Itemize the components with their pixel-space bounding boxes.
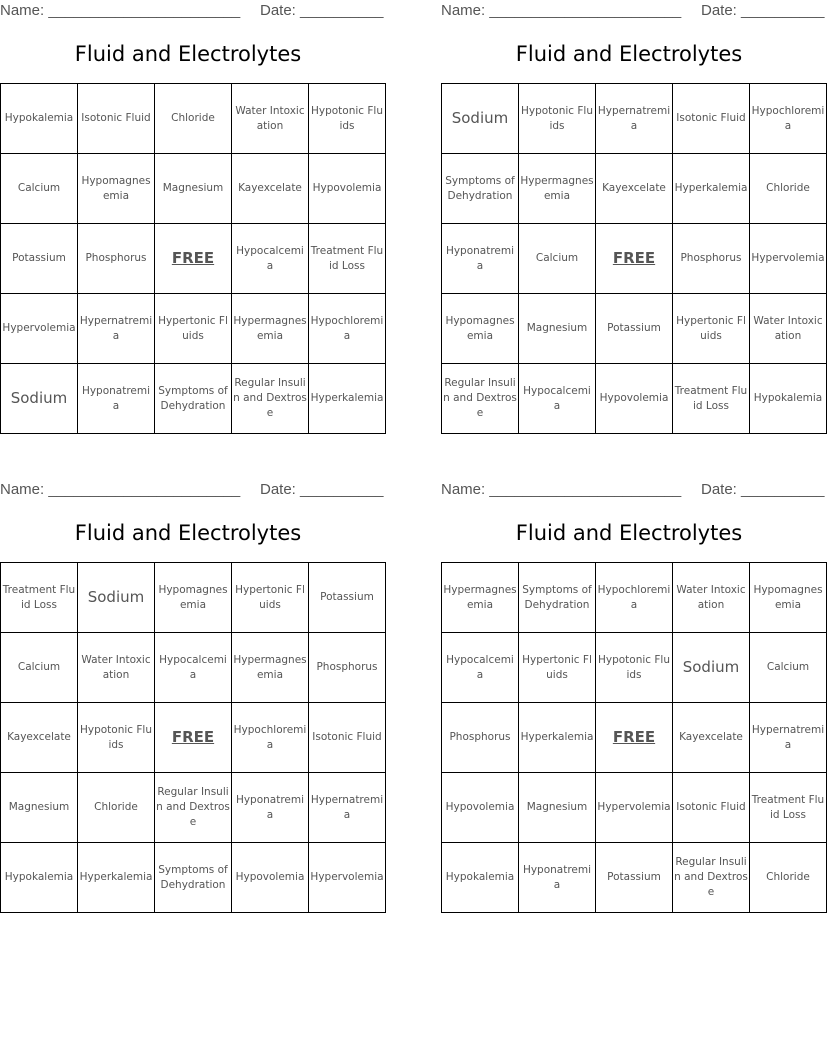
card-title: Fluid and Electrolytes: [515, 42, 743, 66]
grid-cell[interactable]: Calcium: [1, 154, 78, 224]
date-field[interactable]: Date: __________: [260, 481, 384, 498]
free-space-cell[interactable]: FREE: [596, 703, 673, 773]
card-header: [0, 479, 384, 499]
grid-cell[interactable]: Hypovolemia: [309, 154, 386, 224]
grid-cell[interactable]: Hypokalemia: [1, 84, 78, 154]
grid-cell[interactable]: Magnesium: [155, 154, 232, 224]
grid-cell[interactable]: Water Intoxication: [232, 84, 309, 154]
grid-cell[interactable]: Water Intoxication: [750, 294, 827, 364]
date-field[interactable]: Date: __________: [701, 2, 825, 19]
grid-cell[interactable]: Hypervolemia: [309, 843, 386, 913]
grid-cell[interactable]: Hypomagnesemia: [442, 294, 519, 364]
grid-cell[interactable]: Hyponatremia: [519, 843, 596, 913]
free-space-cell[interactable]: FREE: [155, 703, 232, 773]
grid-cell[interactable]: Symptoms of Dehydration: [442, 154, 519, 224]
grid-cell[interactable]: Symptoms of Dehydration: [155, 364, 232, 434]
grid-cell[interactable]: Hypocalcemia: [519, 364, 596, 434]
grid-cell[interactable]: Potassium: [1, 224, 78, 294]
grid-cell[interactable]: Hypertonic Fluids: [155, 294, 232, 364]
grid-cell[interactable]: Kayexcelate: [1, 703, 78, 773]
grid-cell[interactable]: Hypochloremia: [309, 294, 386, 364]
grid-cell[interactable]: Kayexcelate: [232, 154, 309, 224]
grid-cell[interactable]: Hypovolemia: [442, 773, 519, 843]
name-field[interactable]: Name: _______________________: [0, 481, 241, 498]
grid-cell[interactable]: Hypernatremia: [309, 773, 386, 843]
grid-cell[interactable]: Isotonic Fluid: [673, 773, 750, 843]
grid-cell[interactable]: Calcium: [750, 633, 827, 703]
card-title: Fluid and Electrolytes: [74, 521, 302, 545]
grid-cell[interactable]: Phosphorus: [673, 224, 750, 294]
grid-cell[interactable]: Hypotonic Fluids: [309, 84, 386, 154]
grid-cell[interactable]: Treatment Fluid Loss: [309, 224, 386, 294]
grid-cell[interactable]: Treatment Fluid Loss: [1, 563, 78, 633]
name-field[interactable]: Name: _______________________: [0, 2, 241, 19]
grid-cell[interactable]: Regular Insulin and Dextrose: [442, 364, 519, 434]
grid-cell[interactable]: Sodium: [673, 633, 750, 703]
grid-cell[interactable]: Hypotonic Fluids: [519, 84, 596, 154]
grid-cell[interactable]: Potassium: [309, 563, 386, 633]
grid-cell[interactable]: Chloride: [78, 773, 155, 843]
grid-cell[interactable]: Hypernatremia: [596, 84, 673, 154]
grid-cell[interactable]: Hypocalcemia: [442, 633, 519, 703]
grid-cell[interactable]: Treatment Fluid Loss: [750, 773, 827, 843]
grid-cell[interactable]: Chloride: [155, 84, 232, 154]
bingo-grid: [441, 83, 827, 434]
grid-cell[interactable]: Hypertonic Fluids: [519, 633, 596, 703]
grid-cell[interactable]: Sodium: [1, 364, 78, 434]
grid-cell[interactable]: Isotonic Fluid: [78, 84, 155, 154]
grid-cell[interactable]: Isotonic Fluid: [673, 84, 750, 154]
grid-cell[interactable]: Hyperkalemia: [78, 843, 155, 913]
grid-cell[interactable]: Regular Insulin and Dextrose: [232, 364, 309, 434]
bingo-grid: [0, 562, 386, 913]
grid-cell[interactable]: Calcium: [1, 633, 78, 703]
grid-cell[interactable]: Hyponatremia: [442, 224, 519, 294]
grid-cell[interactable]: Hyperkalemia: [519, 703, 596, 773]
bingo-card-3: [0, 479, 384, 891]
card-title: Fluid and Electrolytes: [515, 521, 743, 545]
grid-cell[interactable]: Hypovolemia: [596, 364, 673, 434]
grid-cell[interactable]: Hypervolemia: [750, 224, 827, 294]
grid-cell[interactable]: Calcium: [519, 224, 596, 294]
grid-cell[interactable]: Hypokalemia: [442, 843, 519, 913]
free-space-cell[interactable]: FREE: [596, 224, 673, 294]
grid-cell[interactable]: Hypermagnesemia: [232, 294, 309, 364]
free-space-cell[interactable]: FREE: [155, 224, 232, 294]
bingo-grid: [441, 562, 827, 913]
grid-cell[interactable]: Regular Insulin and Dextrose: [155, 773, 232, 843]
grid-cell[interactable]: Kayexcelate: [596, 154, 673, 224]
grid-cell[interactable]: Hypokalemia: [750, 364, 827, 434]
grid-cell[interactable]: Phosphorus: [78, 224, 155, 294]
grid-cell[interactable]: Chloride: [750, 154, 827, 224]
grid-cell[interactable]: Hypokalemia: [1, 843, 78, 913]
name-field[interactable]: Name: _______________________: [441, 2, 682, 19]
grid-cell[interactable]: Hypovolemia: [232, 843, 309, 913]
grid-cell[interactable]: Phosphorus: [442, 703, 519, 773]
grid-cell[interactable]: Water Intoxication: [673, 563, 750, 633]
grid-cell[interactable]: Hypermagnesemia: [519, 154, 596, 224]
grid-cell[interactable]: Hypomagnesemia: [750, 563, 827, 633]
grid-cell[interactable]: Hyperkalemia: [309, 364, 386, 434]
grid-cell[interactable]: Hypochloremia: [596, 563, 673, 633]
card-title: Fluid and Electrolytes: [74, 42, 302, 66]
grid-cell[interactable]: Treatment Fluid Loss: [673, 364, 750, 434]
grid-cell[interactable]: Hypermagnesemia: [442, 563, 519, 633]
card-header: [441, 479, 825, 499]
bingo-card-2: [441, 0, 825, 419]
grid-cell[interactable]: Hyponatremia: [232, 773, 309, 843]
grid-cell[interactable]: Magnesium: [1, 773, 78, 843]
grid-cell[interactable]: Hypernatremia: [78, 294, 155, 364]
grid-cell[interactable]: Hypomagnesemia: [155, 563, 232, 633]
grid-cell[interactable]: Hyponatremia: [78, 364, 155, 434]
grid-cell[interactable]: Hypocalcemia: [232, 224, 309, 294]
grid-cell[interactable]: Hypernatremia: [750, 703, 827, 773]
grid-cell[interactable]: Sodium: [78, 563, 155, 633]
bingo-card-4: [441, 479, 825, 898]
date-field[interactable]: Date: __________: [260, 2, 384, 19]
grid-cell[interactable]: Magnesium: [519, 773, 596, 843]
grid-cell[interactable]: Magnesium: [519, 294, 596, 364]
date-field[interactable]: Date: __________: [701, 481, 825, 498]
grid-cell[interactable]: Hypochloremia: [232, 703, 309, 773]
bingo-grid: [0, 83, 386, 434]
grid-cell[interactable]: Hypervolemia: [596, 773, 673, 843]
grid-cell[interactable]: Chloride: [750, 843, 827, 913]
grid-cell[interactable]: Hypertonic Fluids: [232, 563, 309, 633]
grid-cell[interactable]: Hypotonic Fluids: [78, 703, 155, 773]
grid-cell[interactable]: Isotonic Fluid: [309, 703, 386, 773]
grid-cell[interactable]: Regular Insulin and Dextrose: [673, 843, 750, 913]
grid-cell[interactable]: Water Intoxication: [78, 633, 155, 703]
grid-cell[interactable]: Potassium: [596, 294, 673, 364]
card-header: [0, 0, 384, 20]
bingo-card-1: [0, 0, 384, 419]
grid-cell[interactable]: Hypermagnesemia: [232, 633, 309, 703]
grid-cell[interactable]: Potassium: [596, 843, 673, 913]
card-header: [441, 0, 825, 20]
grid-cell[interactable]: Hypotonic Fluids: [596, 633, 673, 703]
grid-cell[interactable]: Hypervolemia: [1, 294, 78, 364]
grid-cell[interactable]: Symptoms of Dehydration: [519, 563, 596, 633]
grid-cell[interactable]: Hypertonic Fluids: [673, 294, 750, 364]
name-field[interactable]: Name: _______________________: [441, 481, 682, 498]
grid-cell[interactable]: Hypocalcemia: [155, 633, 232, 703]
grid-cell[interactable]: Hypomagnesemia: [78, 154, 155, 224]
grid-cell[interactable]: Phosphorus: [309, 633, 386, 703]
grid-cell[interactable]: Symptoms of Dehydration: [155, 843, 232, 913]
grid-cell[interactable]: Hypochloremia: [750, 84, 827, 154]
grid-cell[interactable]: Sodium: [442, 84, 519, 154]
grid-cell[interactable]: Kayexcelate: [673, 703, 750, 773]
grid-cell[interactable]: Hyperkalemia: [673, 154, 750, 224]
